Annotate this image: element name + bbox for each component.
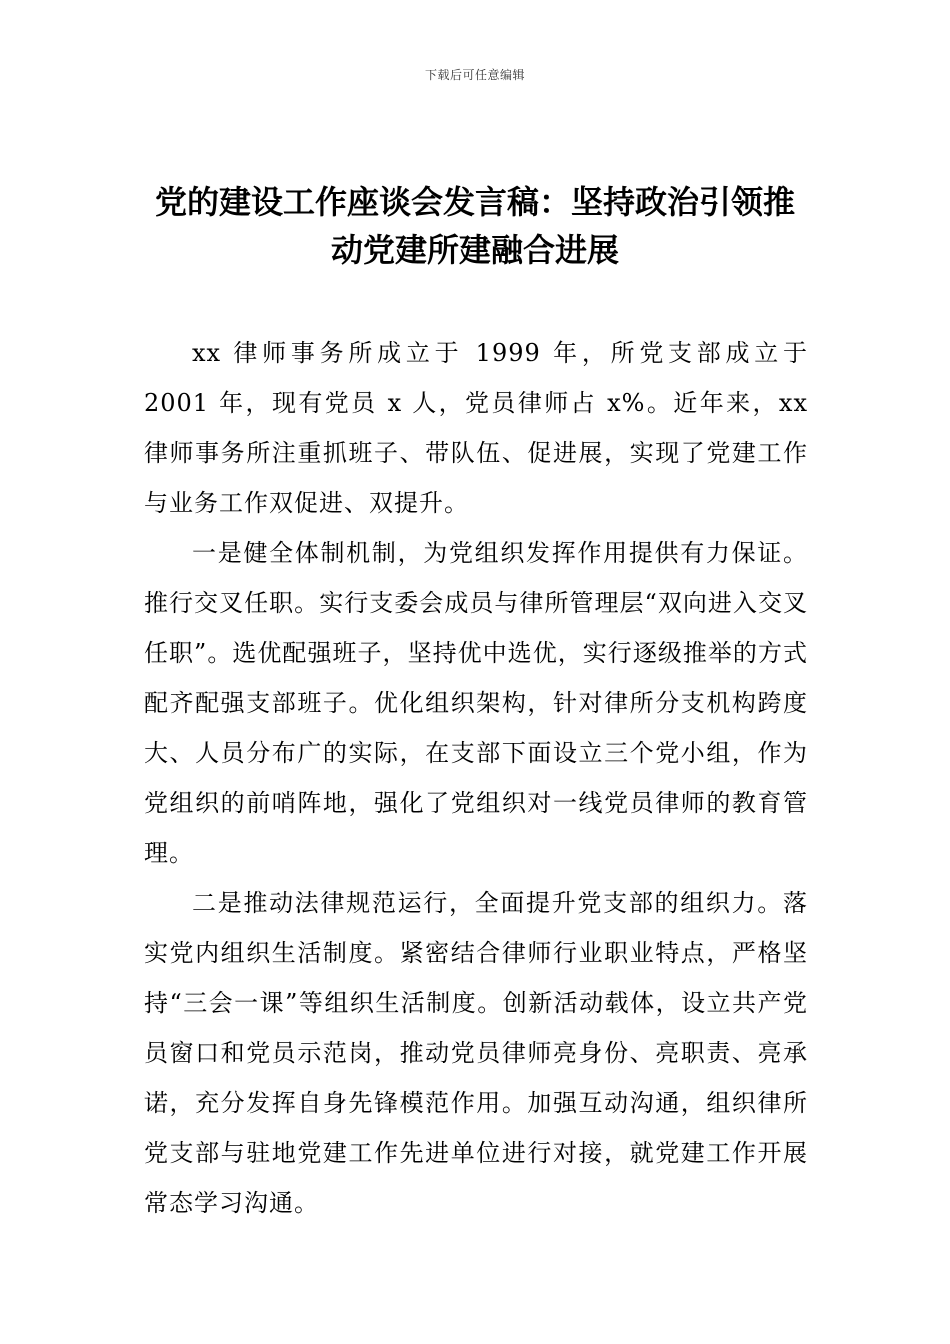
document-body xyxy=(144,328,808,1228)
paragraph-mechanism: 一是健全体制机制，为党组织发挥作用提供有力保证。推行交叉任职。实行支委会成员与律所管理层“双向进入交叉任职”。选优配强班子，坚持优中选优，实行逐级推举的方式配齐配强支部班子。优化组织架构，针对律所分支机构跨度大、人员分布广的实际，在支部下面设立三个党小组，作为党组织的前哨阵地，强化了党组织对一线党员律师的教育管理。 xyxy=(144,539,808,867)
paragraph-organization: 二是推动法律规范运行，全面提升党支部的组织力。落实党内组织生活制度。紧密结合律师行业职业特点，严格坚持“三会一课”等组织生活制度。创新活动载体，设立共产党员窗口和党员示范岗，推动党员律师亮身份、亮职责、亮承诺，充分发挥自身先锋模范作用。加强互动沟通，组织律所党支部与驻地党建工作先进单位进行对接，就党建工作开展常态学习沟通。 xyxy=(144,889,808,1217)
document-title: 党的建设工作座谈会发言稿：坚持政治引领推动党建所建融合进展 xyxy=(154,183,795,269)
header-note: 下载后可任意编辑 xyxy=(424,68,525,82)
paragraph-intro: xx 律师事务所成立于 1999 年，所党支部成立于 2001 年，现有党员 x 人，党员律师占 x%。近年来，xx 律师事务所注重抓班子、带队伍、促进展，实现了党建工作与业务工作双促进、双提升。 xyxy=(144,339,808,517)
